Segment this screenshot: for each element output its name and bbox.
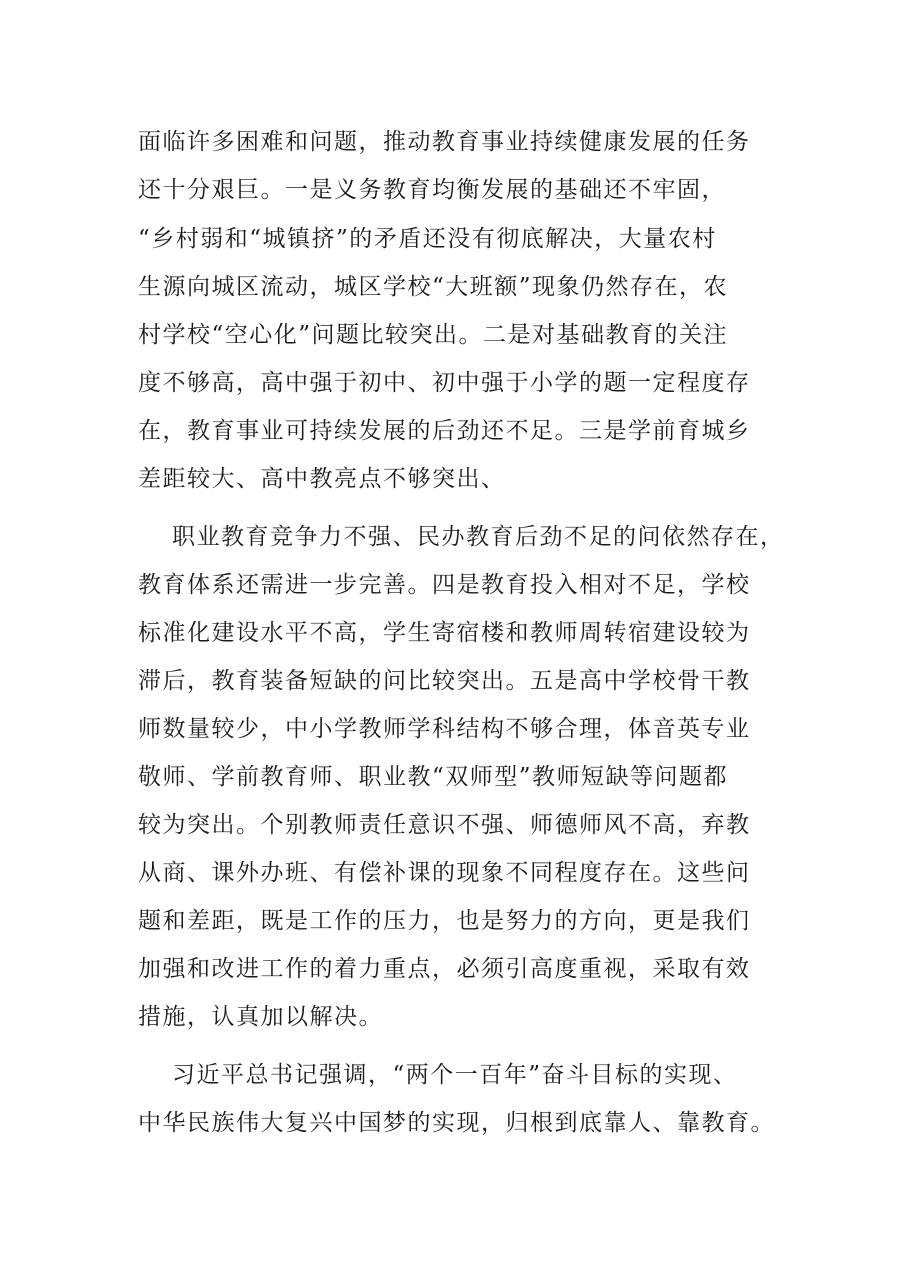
text-line: 标准化建设水平不高，学生寄宿楼和教师周转宿建设较为 [138, 620, 751, 646]
text-line: 从商、课外办班、有偿补课的现象不同程度存在。这些问 [138, 860, 751, 886]
text-line: 面临许多困难和问题，推动教育事业持续健康发展的任务 [138, 129, 751, 155]
text-line: 题和差距，既是工作的压力，也是努力的方向，更是我们 [138, 908, 751, 934]
text-line: 习近平总书记强调，“两个一百年”奋斗目标的实现、 [172, 1062, 738, 1088]
text-line: 生源向城区流动，城区学校“大班额”现象仍然存在，农 [138, 274, 729, 300]
text-line: 滞后，教育装备短缺的问比较突出。五是高中学校骨干教 [138, 668, 751, 694]
text-line: 差距较大、高中教亮点不够突出、 [138, 466, 506, 492]
text-line: 在，教育事业可持续发展的后劲还不足。三是学前育城乡 [138, 418, 751, 444]
text-line: 度不够高，高中强于初中、初中强于小学的题一定程度存 [138, 370, 751, 396]
text-line: 师数量较少，中小学教师学科结构不够合理，体音英专业 [138, 716, 751, 742]
text-line: 还十分艰巨。一是义务教育均衡发展的基础还不牢固， [138, 177, 726, 203]
text-line: 较为突出。个别教师责任意识不强、师德师风不高，弃教 [138, 812, 751, 838]
text-line: 村学校“空心化”问题比较突出。二是对基础教育的关注 [138, 322, 729, 348]
text-line: 职业教育竞争力不强、民办教育后劲不足的问依然存在， [172, 524, 785, 550]
text-line: 敬师、学前教育师、职业教“双师型”教师短缺等问题都 [138, 764, 729, 790]
text-line: 中华民族伟大复兴中国梦的实现，归根到底靠人、靠教育。 [138, 1110, 775, 1136]
text-line: 加强和改进工作的着力重点，必须引高度重视，采取有效 [138, 956, 751, 982]
text-line: “乡村弱和“城镇挤”的矛盾还没有彻底解决，大量农村 [138, 226, 717, 252]
text-line: 措施，认真加以解决。 [138, 1004, 383, 1030]
text-line: 教育体系还需进一步完善。四是教育投入相对不足，学校 [138, 572, 751, 598]
